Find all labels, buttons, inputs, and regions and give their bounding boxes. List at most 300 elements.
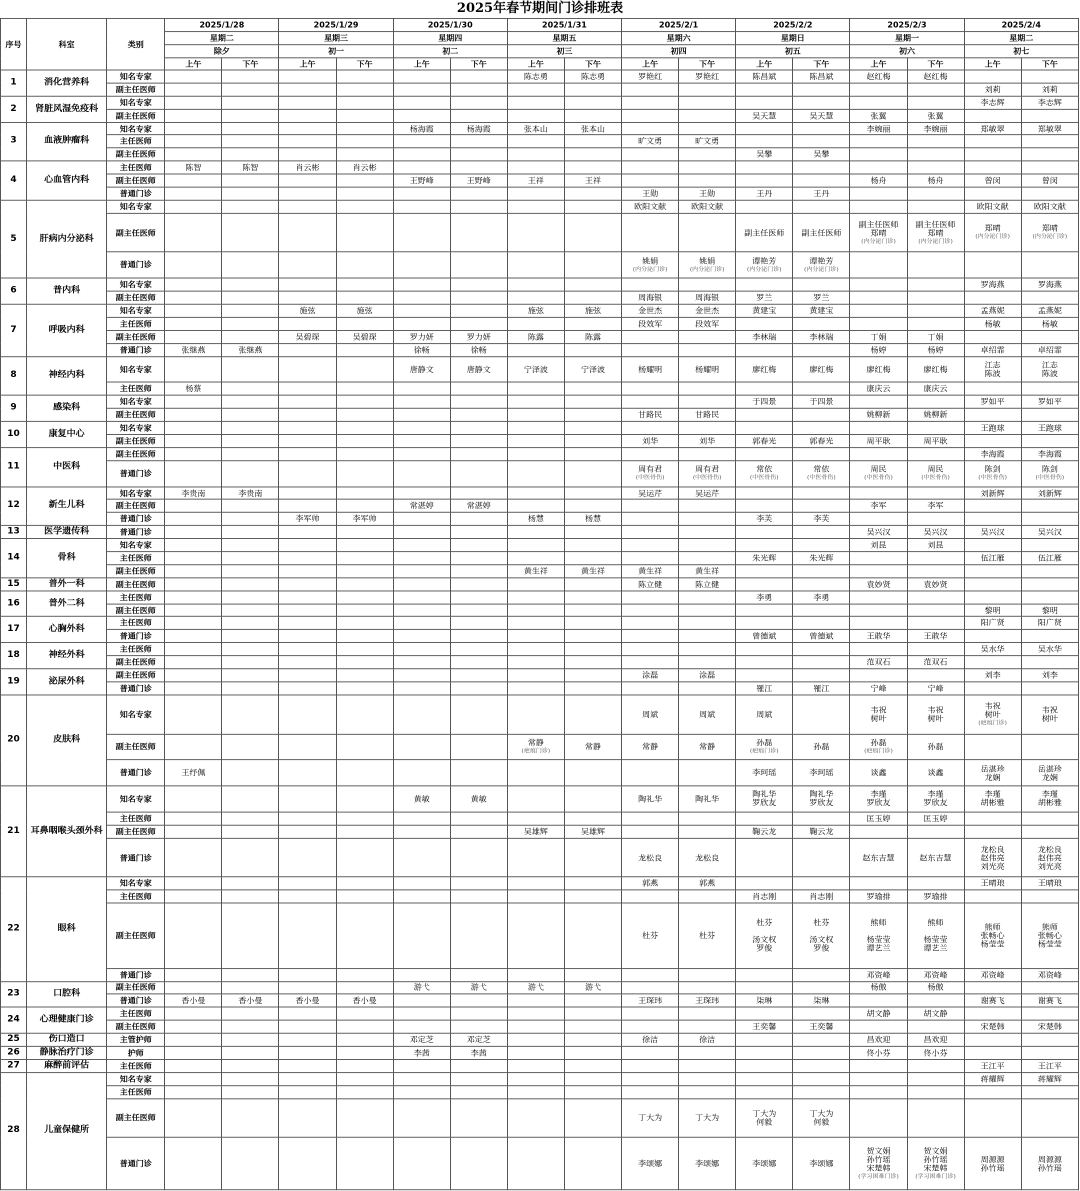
schedule-cell (907, 578, 964, 591)
doctor-name: 吴天慧 (809, 111, 834, 120)
schedule-cell (393, 1137, 450, 1189)
schedule-cell (622, 968, 679, 981)
table-row (1, 343, 1079, 356)
schedule-cell (564, 291, 621, 304)
schedule-cell (222, 1072, 279, 1085)
doctor-category: 副主任医师 (107, 148, 165, 161)
schedule-cell (1021, 187, 1078, 200)
schedule-cell (336, 487, 393, 500)
table-row (1, 408, 1079, 421)
schedule-cell (679, 643, 736, 656)
schedule-cell (736, 591, 793, 604)
schedule-cell (450, 552, 507, 565)
schedule-cell (222, 187, 279, 200)
header-weekday: 星期四 (393, 32, 507, 45)
schedule-cell (964, 461, 1021, 487)
doctor-name: 黄生祥 (580, 566, 605, 576)
schedule-cell (907, 213, 964, 252)
header-date: 2025/1/29 (279, 18, 393, 31)
doctor-name: 汤文权 (809, 935, 834, 945)
schedule-cell (564, 760, 621, 786)
schedule-cell (907, 278, 964, 291)
schedule-cell (336, 1085, 393, 1098)
schedule-cell (736, 968, 793, 981)
schedule-cell (736, 187, 793, 200)
schedule-cell (736, 148, 793, 161)
schedule-cell (222, 304, 279, 317)
row-number: 26 (1, 1046, 27, 1059)
clinic-note: (学习困难门诊) (858, 1172, 899, 1180)
schedule-cell (679, 487, 736, 500)
doctor-name: 刘新辉 (1037, 488, 1062, 498)
schedule-cell (1021, 526, 1078, 539)
schedule-cell (507, 1059, 564, 1072)
doctor-category: 知名专家 (107, 539, 165, 552)
schedule-cell (507, 994, 564, 1007)
schedule-cell (336, 630, 393, 643)
schedule-cell (564, 421, 621, 434)
schedule-cell (1021, 317, 1078, 330)
doctor-name: 肖志刚 (752, 892, 777, 901)
doctor-name: 副主任医师 (744, 228, 785, 237)
table-row (1, 252, 1079, 278)
schedule-cell (393, 500, 450, 513)
schedule-cell (964, 994, 1021, 1007)
schedule-cell (336, 760, 393, 786)
doctor-name: 李茜 (470, 1048, 487, 1058)
schedule-cell (850, 434, 907, 447)
doctor-name: 香小曼 (238, 996, 263, 1005)
table-row (1, 682, 1079, 695)
schedule-cell (1021, 487, 1078, 500)
doctor-category: 知名专家 (107, 1072, 165, 1085)
schedule-cell (165, 447, 222, 460)
schedule-cell (507, 578, 564, 591)
doctor-name: 郭春光 (809, 436, 834, 446)
schedule-cell (165, 187, 222, 200)
doctor-name: 副主任医师 (915, 220, 956, 229)
schedule-cell (336, 1059, 393, 1072)
doctor-name: 常静 (642, 742, 659, 752)
schedule-cell (793, 994, 850, 1007)
schedule-cell (279, 382, 336, 395)
schedule-cell (850, 968, 907, 981)
schedule-cell (850, 461, 907, 487)
schedule-cell (907, 825, 964, 838)
doctor-name: 陶礼华 (752, 790, 777, 799)
doctor-name: 吴雄辉 (580, 827, 605, 836)
department-name: 静脉治疗门诊 (27, 1046, 107, 1059)
schedule-cell (393, 252, 450, 278)
doctor-name: 罗艳红 (695, 72, 720, 81)
schedule-cell (1021, 1059, 1078, 1072)
schedule-cell (564, 122, 621, 135)
row-number: 13 (1, 526, 27, 539)
schedule-cell (450, 135, 507, 148)
schedule-cell (336, 96, 393, 109)
doctor-name: 罹江 (813, 684, 830, 693)
schedule-cell (679, 1046, 736, 1059)
schedule-cell (1021, 161, 1078, 174)
schedule-cell (564, 604, 621, 617)
schedule-cell (336, 591, 393, 604)
schedule-cell (1021, 695, 1078, 734)
doctor-name: 李瑾 (984, 790, 1001, 799)
header-am: 上午 (165, 58, 222, 70)
table-row (1, 1137, 1079, 1189)
schedule-cell (507, 148, 564, 161)
schedule-cell (336, 552, 393, 565)
schedule-cell (907, 1007, 964, 1020)
schedule-cell (165, 395, 222, 408)
schedule-cell (222, 604, 279, 617)
schedule-cell (450, 656, 507, 669)
schedule-cell (907, 122, 964, 135)
doctor-category: 知名专家 (107, 278, 165, 291)
schedule-cell (736, 682, 793, 695)
schedule-cell (165, 539, 222, 552)
schedule-cell (279, 760, 336, 786)
schedule-cell (393, 552, 450, 565)
schedule-cell (279, 786, 336, 812)
doctor-name: 吴运芹 (695, 488, 720, 498)
doctor-name: 黎明 (984, 605, 1001, 615)
schedule-cell (850, 1085, 907, 1098)
schedule-cell (336, 500, 393, 513)
schedule-cell (1021, 330, 1078, 343)
schedule-cell (736, 382, 793, 395)
schedule-cell (507, 487, 564, 500)
schedule-cell (907, 1098, 964, 1137)
schedule-cell (907, 695, 964, 734)
schedule-cell (793, 1020, 850, 1033)
schedule-cell (850, 734, 907, 760)
schedule-cell (393, 812, 450, 825)
row-number: 7 (1, 304, 27, 356)
schedule-cell (507, 291, 564, 304)
schedule-cell (450, 109, 507, 122)
schedule-cell (336, 513, 393, 526)
doctor-name: 阳广贤 (1037, 618, 1062, 628)
doctor-name: 邓资峰 (1037, 970, 1062, 979)
doctor-name: 刘新辉 (980, 488, 1005, 498)
schedule-cell (793, 1072, 850, 1085)
table-row (1, 1098, 1079, 1137)
doctor-name: 陶礼华 (638, 794, 663, 804)
schedule-cell (793, 83, 850, 96)
schedule-cell (507, 1098, 564, 1137)
schedule-cell (907, 565, 964, 578)
doctor-name: 李军帅 (352, 514, 377, 524)
schedule-cell (850, 1046, 907, 1059)
schedule-cell (165, 317, 222, 330)
schedule-cell (507, 890, 564, 903)
doctor-name: 邓定芝 (466, 1035, 491, 1045)
table-row (1, 786, 1079, 812)
doctor-name: 宁峰 (927, 684, 944, 693)
schedule-cell (450, 96, 507, 109)
schedule-cell (222, 1007, 279, 1020)
schedule-cell (793, 877, 850, 890)
schedule-cell (793, 291, 850, 304)
table-row (1, 174, 1079, 187)
doctor-name: 邓资峰 (923, 970, 948, 979)
schedule-cell (964, 669, 1021, 682)
schedule-cell (450, 565, 507, 578)
schedule-cell (564, 1033, 621, 1046)
schedule-cell (222, 968, 279, 981)
schedule-cell (279, 604, 336, 617)
doctor-name: 谈鑫 (870, 768, 887, 778)
doctor-name: 昌欢迎 (866, 1035, 891, 1045)
schedule-cell (279, 695, 336, 734)
schedule-cell (1021, 578, 1078, 591)
schedule-cell (622, 1072, 679, 1085)
schedule-cell (679, 838, 736, 877)
doctor-name: 张继燕 (238, 345, 263, 355)
schedule-cell (679, 578, 736, 591)
header-date: 2025/1/28 (165, 18, 279, 31)
row-number: 6 (1, 278, 27, 304)
schedule-cell (450, 70, 507, 83)
schedule-cell (964, 1059, 1021, 1072)
schedule-cell (165, 1072, 222, 1085)
schedule-cell (1021, 1046, 1078, 1059)
schedule-cell (793, 526, 850, 539)
schedule-cell (850, 83, 907, 96)
schedule-cell (222, 578, 279, 591)
schedule-cell (793, 382, 850, 395)
doctor-name: 宁泽波 (523, 365, 548, 374)
schedule-cell (964, 500, 1021, 513)
schedule-cell (165, 487, 222, 500)
schedule-cell (507, 174, 564, 187)
doctor-name: 宋楚韩 (980, 1022, 1005, 1032)
schedule-cell (793, 617, 850, 630)
schedule-cell (393, 356, 450, 382)
table-row (1, 578, 1079, 591)
schedule-cell (165, 838, 222, 877)
schedule-cell (279, 343, 336, 356)
doctor-name: 陈立健 (695, 579, 720, 589)
schedule-cell (450, 1137, 507, 1189)
schedule-cell (507, 903, 564, 968)
schedule-cell (336, 174, 393, 187)
schedule-cell (793, 630, 850, 643)
doctor-name: 谢赛飞 (1037, 996, 1062, 1005)
schedule-cell (793, 1085, 850, 1098)
schedule-cell (736, 539, 793, 552)
row-number: 22 (1, 877, 27, 981)
schedule-cell (393, 1033, 450, 1046)
schedule-cell (907, 539, 964, 552)
schedule-cell (450, 877, 507, 890)
schedule-cell (507, 526, 564, 539)
schedule-cell (450, 317, 507, 330)
schedule-cell (850, 1007, 907, 1020)
schedule-cell (450, 174, 507, 187)
schedule-cell (279, 421, 336, 434)
doctor-name: 吴运芹 (638, 488, 663, 498)
schedule-cell (393, 395, 450, 408)
schedule-cell (393, 109, 450, 122)
department-name: 感染科 (27, 395, 107, 421)
schedule-cell (622, 161, 679, 174)
schedule-cell (622, 786, 679, 812)
schedule-cell (165, 148, 222, 161)
doctor-name: 贺文娟 (923, 1146, 948, 1156)
schedule-cell (850, 1033, 907, 1046)
schedule-cell (850, 291, 907, 304)
schedule-cell (907, 252, 964, 278)
doctor-name: 吴兴汉 (980, 527, 1005, 537)
schedule-cell (964, 343, 1021, 356)
schedule-cell (450, 421, 507, 434)
schedule-cell (907, 382, 964, 395)
schedule-cell (964, 122, 1021, 135)
schedule-cell (793, 539, 850, 552)
schedule-cell (964, 1007, 1021, 1020)
table-row (1, 643, 1079, 656)
schedule-cell (336, 343, 393, 356)
schedule-cell (736, 526, 793, 539)
doctor-name: 韦祝 (870, 705, 887, 715)
schedule-cell (222, 109, 279, 122)
doctor-name: 徐畅 (470, 345, 487, 355)
header-pm: 下午 (450, 58, 507, 70)
schedule-cell (1021, 838, 1078, 877)
schedule-cell (736, 1033, 793, 1046)
doctor-name: 周斌 (699, 710, 716, 719)
schedule-cell (279, 968, 336, 981)
schedule-cell (336, 461, 393, 487)
schedule-cell (222, 669, 279, 682)
doctor-category: 主任医师 (107, 1085, 165, 1098)
schedule-cell (964, 148, 1021, 161)
schedule-cell (793, 643, 850, 656)
doctor-name: 陈露 (584, 332, 601, 342)
table-row (1, 148, 1079, 161)
schedule-cell (564, 343, 621, 356)
schedule-cell (393, 1072, 450, 1085)
schedule-cell (1021, 356, 1078, 382)
schedule-cell (336, 656, 393, 669)
schedule-cell (450, 461, 507, 487)
header-dept: 科室 (27, 18, 107, 70)
department-name: 呼吸内科 (27, 304, 107, 356)
schedule-cell (736, 343, 793, 356)
doctor-category: 主任医师 (107, 161, 165, 174)
schedule-cell (336, 213, 393, 252)
schedule-cell (336, 604, 393, 617)
header-weekday: 星期五 (507, 32, 621, 45)
schedule-cell (679, 981, 736, 994)
schedule-cell (279, 317, 336, 330)
doctor-name: 孙竹瑶 (866, 1155, 891, 1164)
schedule-cell (393, 148, 450, 161)
schedule-cell (507, 617, 564, 630)
header-weekday: 星期三 (279, 32, 393, 45)
schedule-cell (450, 487, 507, 500)
schedule-cell (1021, 1020, 1078, 1033)
schedule-cell (507, 513, 564, 526)
doctor-name: 杨海霞 (409, 124, 434, 133)
schedule-cell (165, 643, 222, 656)
schedule-cell (222, 1046, 279, 1059)
schedule-cell (165, 526, 222, 539)
schedule-cell (279, 552, 336, 565)
doctor-category: 知名专家 (107, 395, 165, 408)
header-date: 2025/2/4 (964, 18, 1078, 31)
doctor-name: 徐洁 (699, 1035, 716, 1045)
doctor-category: 知名专家 (107, 356, 165, 382)
schedule-cell (622, 500, 679, 513)
schedule-cell (450, 968, 507, 981)
schedule-cell (1021, 135, 1078, 148)
department-name: 耳鼻咽喉头颈外科 (27, 786, 107, 877)
doctor-name: 韦祝 (927, 705, 944, 715)
schedule-cell (564, 825, 621, 838)
schedule-cell (1021, 617, 1078, 630)
doctor-category: 副主任医师 (107, 565, 165, 578)
schedule-cell (507, 1137, 564, 1189)
schedule-cell (793, 1007, 850, 1020)
doctor-category: 普通门诊 (107, 187, 165, 200)
doctor-name: 罗瑜排 (866, 892, 891, 901)
schedule-cell (964, 70, 1021, 83)
doctor-name: 卓绍霏 (1037, 345, 1062, 355)
schedule-cell (393, 890, 450, 903)
schedule-cell (564, 330, 621, 343)
schedule-cell (393, 83, 450, 96)
schedule-cell (336, 578, 393, 591)
schedule-cell (850, 382, 907, 395)
doctor-name: 吴攀 (813, 150, 830, 159)
header-weekday: 星期二 (165, 32, 279, 45)
schedule-cell (222, 643, 279, 656)
schedule-cell (679, 968, 736, 981)
schedule-cell (336, 135, 393, 148)
schedule-cell (679, 356, 736, 382)
schedule-cell (222, 981, 279, 994)
schedule-cell (279, 812, 336, 825)
doctor-name: 常依 (756, 465, 773, 474)
table-row (1, 513, 1079, 526)
schedule-cell (964, 578, 1021, 591)
schedule-cell (679, 304, 736, 317)
doctor-name: 周源源 (980, 1155, 1005, 1164)
schedule-cell (907, 395, 964, 408)
department-name: 皮肤科 (27, 695, 107, 786)
schedule-cell (622, 734, 679, 760)
schedule-cell (850, 526, 907, 539)
doctor-name: 刘莉 (984, 85, 1001, 94)
schedule-cell (450, 356, 507, 382)
schedule-cell (564, 552, 621, 565)
schedule-cell (1021, 669, 1078, 682)
doctor-name: 黄生祥 (638, 566, 663, 576)
schedule-cell (279, 630, 336, 643)
doctor-name: 郑晴 (870, 228, 887, 237)
schedule-cell (564, 682, 621, 695)
table-row (1, 1059, 1079, 1072)
doctor-name: 孙磊 (756, 738, 773, 747)
doctor-name: 游弋 (413, 983, 430, 992)
schedule-cell (793, 122, 850, 135)
clinic-note: (中医骨伤) (692, 474, 722, 482)
schedule-cell (564, 148, 621, 161)
doctor-name: 唐静文 (466, 365, 491, 374)
